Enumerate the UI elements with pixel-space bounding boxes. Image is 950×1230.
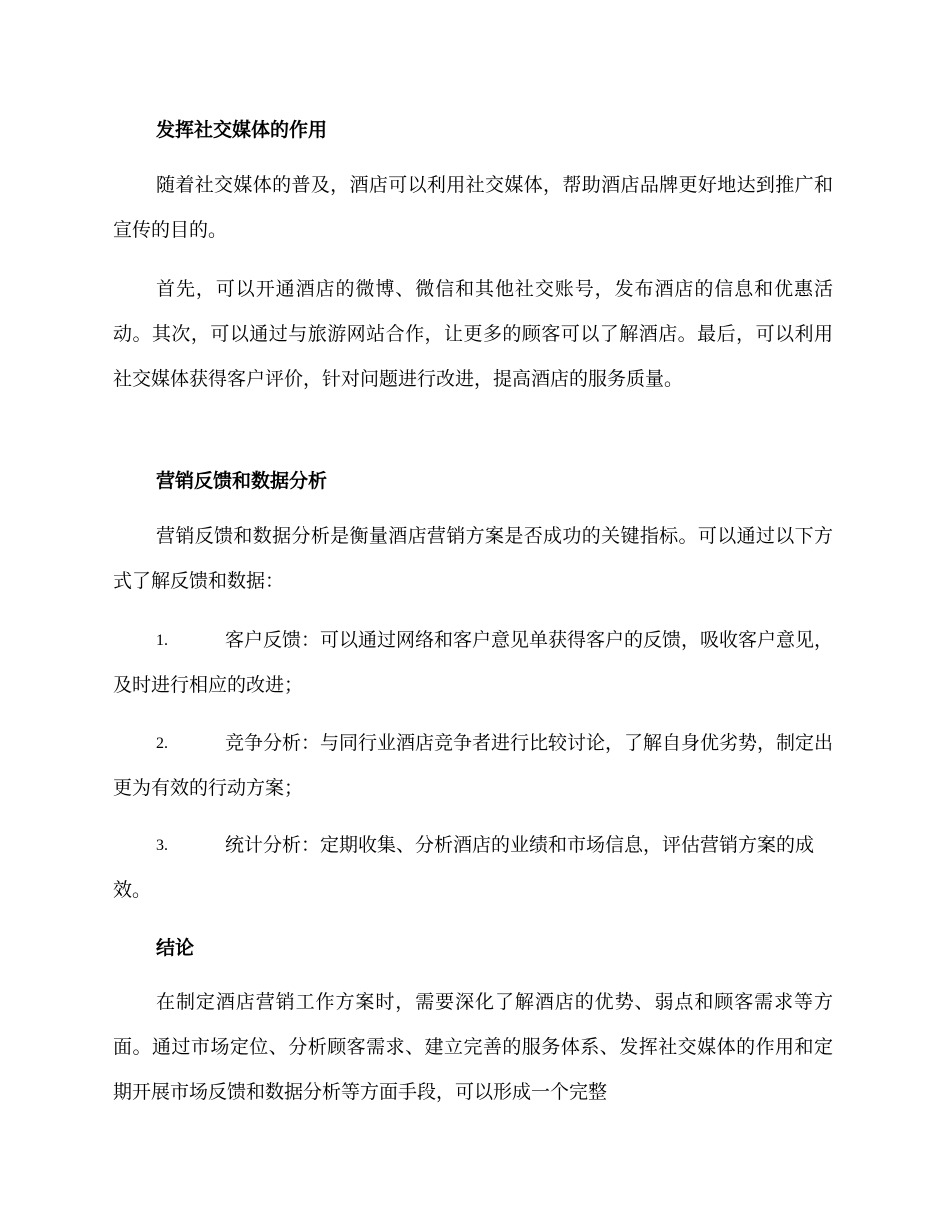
- list-text: 竞争分析：与同行业酒店竞争者进行比较讨论，了解自身优劣势，制定出更为有效的行动方案；: [113, 732, 834, 799]
- list-number: 1.: [156, 632, 168, 649]
- paragraph-social-media-intro: 随着社交媒体的普及，酒店可以利用社交媒体，帮助酒店品牌更好地达到推广和宣传的目的。: [113, 174, 833, 241]
- section-heading-social-media: 发挥社交媒体的作用: [156, 119, 328, 141]
- list-item-competition-analysis: [113, 721, 833, 811]
- list-text: 客户反馈：可以通过网络和客户意见单获得客户的反馈，吸收客户意见，及时进行相应的改进；: [113, 629, 834, 696]
- paragraph-feedback-intro: 营销反馈和数据分析是衡量酒店营销方案是否成功的关键指标。可以通过以下方式了解反馈和数据：: [113, 525, 833, 592]
- list-item-customer-feedback: [113, 618, 833, 708]
- paragraph-conclusion: 在制定酒店营销工作方案时，需要深化了解酒店的优势、弱点和顾客需求等方面。通过市场定位、分析顾客需求、建立完善的服务体系、发挥社交媒体的作用和定期开展市场反馈和数据分析等方面手段，可以形成一个完整: [113, 991, 833, 1103]
- list-number: 3.: [156, 837, 168, 854]
- list-item-statistical-analysis: [113, 823, 833, 913]
- paragraph-social-media-methods: 首先，可以开通酒店的微博、微信和其他社交账号，发布酒店的信息和优惠活动。其次，可以通过与旅游网站合作，让更多的顾客可以了解酒店。最后，可以利用社交媒体获得客户评价，针对问题进行改进，提高酒店的服务质量。: [113, 278, 833, 390]
- section-heading-feedback-analysis: 营销反馈和数据分析: [156, 470, 328, 492]
- section-heading-conclusion: 结论: [156, 937, 195, 959]
- list-text: 统计分析：定期收集、分析酒店的业绩和市场信息，评估营销方案的成效。: [113, 834, 815, 901]
- list-number: 2.: [156, 735, 168, 752]
